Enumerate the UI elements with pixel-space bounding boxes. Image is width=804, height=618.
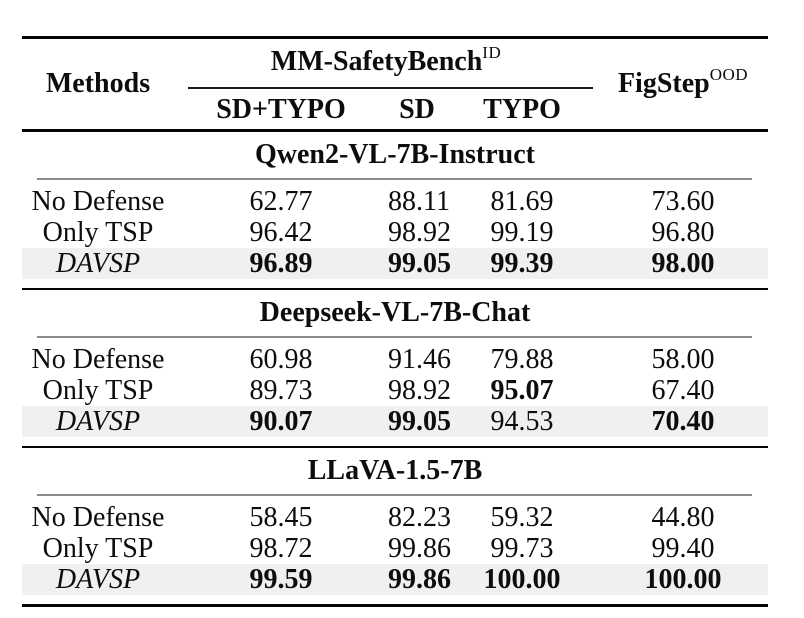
section-deepseek-vl-7b-chat: [22, 290, 768, 448]
value-sd: 88.11: [388, 185, 450, 217]
column-header-figstep: [598, 39, 768, 129]
table-row: [22, 186, 768, 217]
value-figstep: 73.60: [651, 185, 715, 217]
value-figstep: 96.80: [651, 216, 715, 248]
figstep-superscript: OOD: [709, 65, 749, 84]
method-label: No Defense: [31, 185, 165, 217]
section-title: LLaVA-1.5-7B: [307, 455, 483, 487]
value-sd-typo: 89.73: [249, 374, 313, 406]
method-label: Only TSP: [42, 374, 154, 406]
table-bottom-rule: [22, 604, 768, 607]
table-row: [22, 217, 768, 248]
value-sd: 99.86: [388, 563, 451, 595]
mm-safetybench-superscript: ID: [482, 43, 502, 62]
value-sd: 98.92: [388, 374, 451, 406]
method-label: No Defense: [31, 501, 165, 533]
value-typo: 81.69: [490, 185, 554, 217]
column-group-mm-safetybench: [174, 39, 598, 85]
section-llava-1-5-7b: [22, 448, 768, 607]
value-sd-typo: 96.89: [249, 247, 313, 279]
value-typo: 99.19: [490, 216, 554, 248]
value-typo: 94.53: [490, 405, 554, 437]
table-row: [22, 375, 768, 406]
group-underline-rule: [188, 87, 593, 89]
column-header-methods: Methods: [45, 68, 151, 99]
value-typo: 59.32: [490, 501, 554, 533]
method-label: Only TSP: [42, 216, 154, 248]
section-qwen2-vl-7b-instruct: [22, 132, 768, 290]
method-label: DAVSP: [55, 247, 141, 279]
table-row: [22, 344, 768, 375]
value-typo: 99.39: [490, 247, 554, 279]
section-title: Qwen2-VL-7B-Instruct: [255, 139, 535, 170]
value-typo: 95.07: [490, 374, 554, 406]
value-figstep: 70.40: [651, 405, 715, 437]
table-row: [22, 502, 768, 533]
table-row-davsp-highlighted: [22, 248, 768, 279]
value-sd-typo: 99.59: [249, 563, 313, 595]
value-figstep: 44.80: [651, 501, 715, 533]
value-sd-typo: 62.77: [249, 185, 313, 217]
value-typo: 100.00: [483, 563, 561, 595]
column-header-sd: SD: [399, 94, 435, 125]
value-figstep: 58.00: [651, 343, 715, 375]
value-typo: 79.88: [490, 343, 554, 375]
table-row: [22, 533, 768, 564]
value-sd-typo: 60.98: [249, 343, 313, 375]
value-sd: 99.86: [388, 532, 451, 564]
value-typo: 99.73: [490, 532, 554, 564]
value-sd-typo: 58.45: [249, 501, 313, 533]
value-sd: 91.46: [388, 343, 451, 375]
section-rows: [22, 338, 768, 446]
value-figstep: 67.40: [651, 374, 715, 406]
method-label: Only TSP: [42, 532, 154, 564]
section-rows: [22, 180, 768, 288]
figstep-label: FigStep: [617, 68, 710, 99]
column-header-sd-typo: SD+TYPO: [216, 94, 346, 125]
table-row-davsp-highlighted: [22, 406, 768, 437]
method-label: DAVSP: [55, 563, 141, 595]
benchmark-results-table: [22, 36, 768, 607]
value-sd-typo: 96.42: [249, 216, 313, 248]
table-header: [22, 39, 768, 129]
value-sd: 98.92: [388, 216, 451, 248]
value-figstep: 98.00: [651, 247, 715, 279]
value-sd-typo: 98.72: [249, 532, 313, 564]
value-figstep: 99.40: [651, 532, 715, 564]
value-sd-typo: 90.07: [249, 405, 313, 437]
value-sd: 82.23: [388, 501, 451, 533]
mm-safetybench-label: MM-SafetyBench: [270, 46, 483, 77]
table-row-davsp-highlighted: [22, 564, 768, 595]
column-header-typo: TYPO: [483, 94, 561, 125]
value-sd: 99.05: [388, 405, 451, 437]
value-figstep: 100.00: [644, 563, 722, 595]
value-sd: 99.05: [388, 247, 451, 279]
section-rows: [22, 496, 768, 604]
method-label: No Defense: [31, 343, 165, 375]
section-title: Deepseek-VL-7B-Chat: [259, 297, 531, 329]
method-label: DAVSP: [55, 405, 141, 437]
